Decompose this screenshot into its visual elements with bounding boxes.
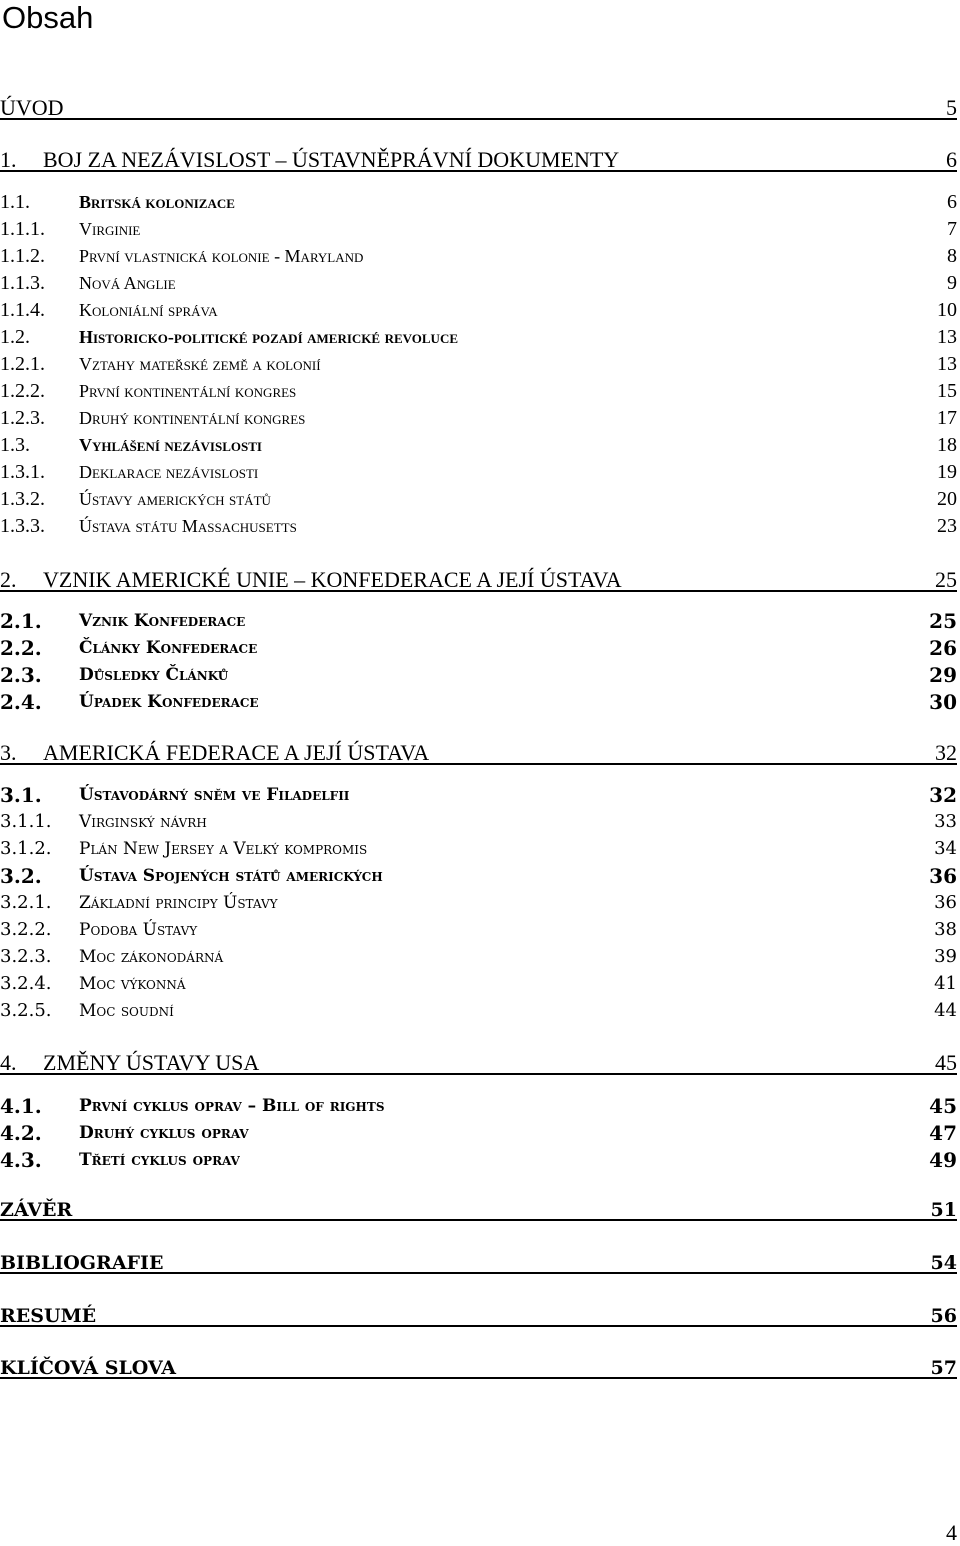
toc-entry-label: První kontinentální kongres xyxy=(79,381,297,401)
toc-entry-number: 3. xyxy=(0,740,17,765)
toc-entry-page: 38 xyxy=(934,919,957,940)
toc-entry-number: 2.4. xyxy=(0,690,42,714)
toc-entry-label: Ústavodárný sněm ve Filadelfii xyxy=(79,785,350,805)
toc-entry-page: 34 xyxy=(934,838,957,859)
toc-entry-page: 39 xyxy=(934,946,957,967)
toc-entry-number: 1.3. xyxy=(0,434,30,456)
toc-entry-number: 1.1.1. xyxy=(0,218,45,240)
toc-entry-label: Úpadek Konfederace xyxy=(79,692,259,712)
toc-entry-page: 13 xyxy=(937,353,957,375)
toc-entry-number: 3.1. xyxy=(0,783,42,807)
toc-entry-label: Moc zákonodárná xyxy=(79,947,224,967)
toc-entry-label: Druhý kontinentální kongres xyxy=(79,408,306,428)
toc-entry-page: 6 xyxy=(946,147,957,172)
toc-entry-page: 57 xyxy=(930,1357,957,1379)
toc-entry-number: 3.2.3. xyxy=(0,946,52,967)
toc-entry-label: Historicko-politické pozadí americké revoluce xyxy=(79,327,458,347)
toc-entry-label: Virginie xyxy=(79,219,141,239)
toc-entry-label: Ústavy amerických států xyxy=(79,489,271,509)
toc-entry-number: 3.2.2. xyxy=(0,919,52,940)
toc-entry-number: 1.2. xyxy=(0,326,30,348)
toc-entry-page: 13 xyxy=(937,326,957,348)
toc-entry-label: Ústava státu Massachusetts xyxy=(79,516,297,536)
toc-entry-page: 25 xyxy=(929,609,957,633)
toc-entry-page: 19 xyxy=(937,461,957,483)
toc-entry-page: 51 xyxy=(930,1199,957,1221)
toc-entry-number: 2. xyxy=(0,567,17,592)
toc-entry-label: ZÁVĚR xyxy=(0,1199,73,1221)
toc-entry-label: AMERICKÁ FEDERACE A JEJÍ ÚSTAVA xyxy=(43,740,430,765)
toc-entry-label: Nová Anglie xyxy=(79,273,176,293)
toc-entry-number: 1.2.1. xyxy=(0,353,45,375)
toc-entry-page: 17 xyxy=(937,407,957,429)
toc-entry-number: 4. xyxy=(0,1050,17,1075)
toc-entry-page: 33 xyxy=(934,811,957,832)
toc-entry-label: Články Konfederace xyxy=(79,638,258,658)
toc-entry-label: RESUMÉ xyxy=(0,1305,97,1327)
toc-entry-number: 1.1.4. xyxy=(0,299,45,321)
toc-entry-label: Vztahy mateřské země a kolonií xyxy=(79,354,321,374)
toc-entry-label: Třetí cyklus oprav xyxy=(79,1150,240,1170)
toc-entry-number: 1.3.1. xyxy=(0,461,45,483)
toc-entry-number: 1.2.3. xyxy=(0,407,45,429)
toc-entry-label: BIBLIOGRAFIE xyxy=(0,1252,164,1274)
toc-entry-page: 47 xyxy=(929,1121,957,1145)
toc-entry-number: 1.1. xyxy=(0,191,30,213)
toc-entry-page: 20 xyxy=(937,488,957,510)
toc-entry-label: Koloniální správa xyxy=(79,300,218,320)
toc-entry-page: 45 xyxy=(935,1050,957,1075)
toc-entry-number: 4.3. xyxy=(0,1148,42,1172)
toc-entry-label: Podoba Ústavy xyxy=(79,920,198,940)
toc-entry-page: 41 xyxy=(934,973,957,994)
toc-entry-number: 2.1. xyxy=(0,609,42,633)
toc-entry-page: 56 xyxy=(930,1305,957,1327)
toc-entry-page: 8 xyxy=(947,245,957,267)
toc-entry-page: 32 xyxy=(935,740,957,765)
toc-entry-number: 3.1.2. xyxy=(0,838,52,859)
toc-entry-label: Moc soudní xyxy=(79,1001,174,1021)
toc-entry-page: 54 xyxy=(930,1252,957,1274)
toc-entry-page: 49 xyxy=(929,1148,957,1172)
toc-entry-number: 4.1. xyxy=(0,1094,42,1118)
toc-entry-label: Deklarace nezávislosti xyxy=(79,462,259,482)
toc-entry-page: 9 xyxy=(947,272,957,294)
toc-underline xyxy=(0,1325,957,1327)
toc-entry-page: 10 xyxy=(937,299,957,321)
toc-underline xyxy=(0,118,957,120)
toc-entry-number: 1.3.3. xyxy=(0,515,45,537)
toc-entry-number: 1.3.2. xyxy=(0,488,45,510)
toc-title: Obsah xyxy=(2,0,94,35)
toc-entry-page: 36 xyxy=(929,864,957,888)
toc-entry-number: 3.2.5. xyxy=(0,1000,52,1021)
toc-entry-number: 1. xyxy=(0,147,17,172)
toc-entry-label: Vyhlášení nezávislosti xyxy=(79,435,262,455)
toc-entry-page: 6 xyxy=(947,191,957,213)
toc-entry-page: 36 xyxy=(934,892,957,913)
toc-entry-page: 30 xyxy=(929,690,957,714)
toc-entry-label: Vznik Konfederace xyxy=(79,611,246,631)
toc-entry-label: První cyklus oprav – Bill of rights xyxy=(79,1096,385,1116)
toc-entry-page: 44 xyxy=(934,1000,957,1021)
toc-entry-page: 15 xyxy=(937,380,957,402)
toc-entry-label: VZNIK AMERICKÉ UNIE – KONFEDERACE A JEJÍ ÚSTAVA xyxy=(43,567,622,592)
toc-entry-number: 2.3. xyxy=(0,663,42,687)
toc-entry-number: 2.2. xyxy=(0,636,42,660)
toc-entry-page: 5 xyxy=(946,95,957,120)
toc-underline xyxy=(0,1219,957,1221)
toc-entry-page: 29 xyxy=(929,663,957,687)
toc-entry-page: 23 xyxy=(937,515,957,537)
toc-entry-label: Virginský návrh xyxy=(79,812,207,832)
page-number: 4 xyxy=(946,1520,957,1545)
toc-entry-number: 4.2. xyxy=(0,1121,42,1145)
toc-entry-label: První vlastnická kolonie - Maryland xyxy=(79,246,364,266)
toc-entry-label: Britská kolonizace xyxy=(79,192,235,212)
toc-entry-number: 1.1.3. xyxy=(0,272,45,294)
toc-entry-number: 3.2.1. xyxy=(0,892,52,913)
toc-entry-page: 45 xyxy=(929,1094,957,1118)
toc-entry-label: Druhý cyklus oprav xyxy=(79,1123,249,1143)
toc-entry-page: 26 xyxy=(929,636,957,660)
toc-entry-label: KLÍČOVÁ SLOVA xyxy=(0,1357,177,1379)
toc-entry-number: 1.2.2. xyxy=(0,380,45,402)
toc-entry-number: 1.1.2. xyxy=(0,245,45,267)
toc-entry-page: 7 xyxy=(947,218,957,240)
toc-entry-label: Plán New Jersey a Velký kompromis xyxy=(79,839,368,859)
toc-entry-label: Důsledky Článků xyxy=(79,665,229,685)
toc-entry-label: ÚVOD xyxy=(0,95,64,120)
toc-entry-label: Moc výkonná xyxy=(79,974,186,994)
toc-entry-number: 3.2.4. xyxy=(0,973,52,994)
toc-entry-page: 18 xyxy=(937,434,957,456)
toc-entry-label: ZMĚNY ÚSTAVY USA xyxy=(43,1050,260,1075)
toc-entry-label: Ústava Spojených států amerických xyxy=(79,866,383,886)
toc-entry-page: 25 xyxy=(935,567,957,592)
toc-entry-page: 32 xyxy=(929,783,957,807)
toc-entry-label: Základní principy Ústavy xyxy=(79,893,278,913)
toc-entry-number: 3.1.1. xyxy=(0,811,52,832)
toc-entry-number: 3.2. xyxy=(0,864,42,888)
toc-entry-label: BOJ ZA NEZÁVISLOST – ÚSTAVNĚPRÁVNÍ DOKUMENTY xyxy=(43,147,620,172)
